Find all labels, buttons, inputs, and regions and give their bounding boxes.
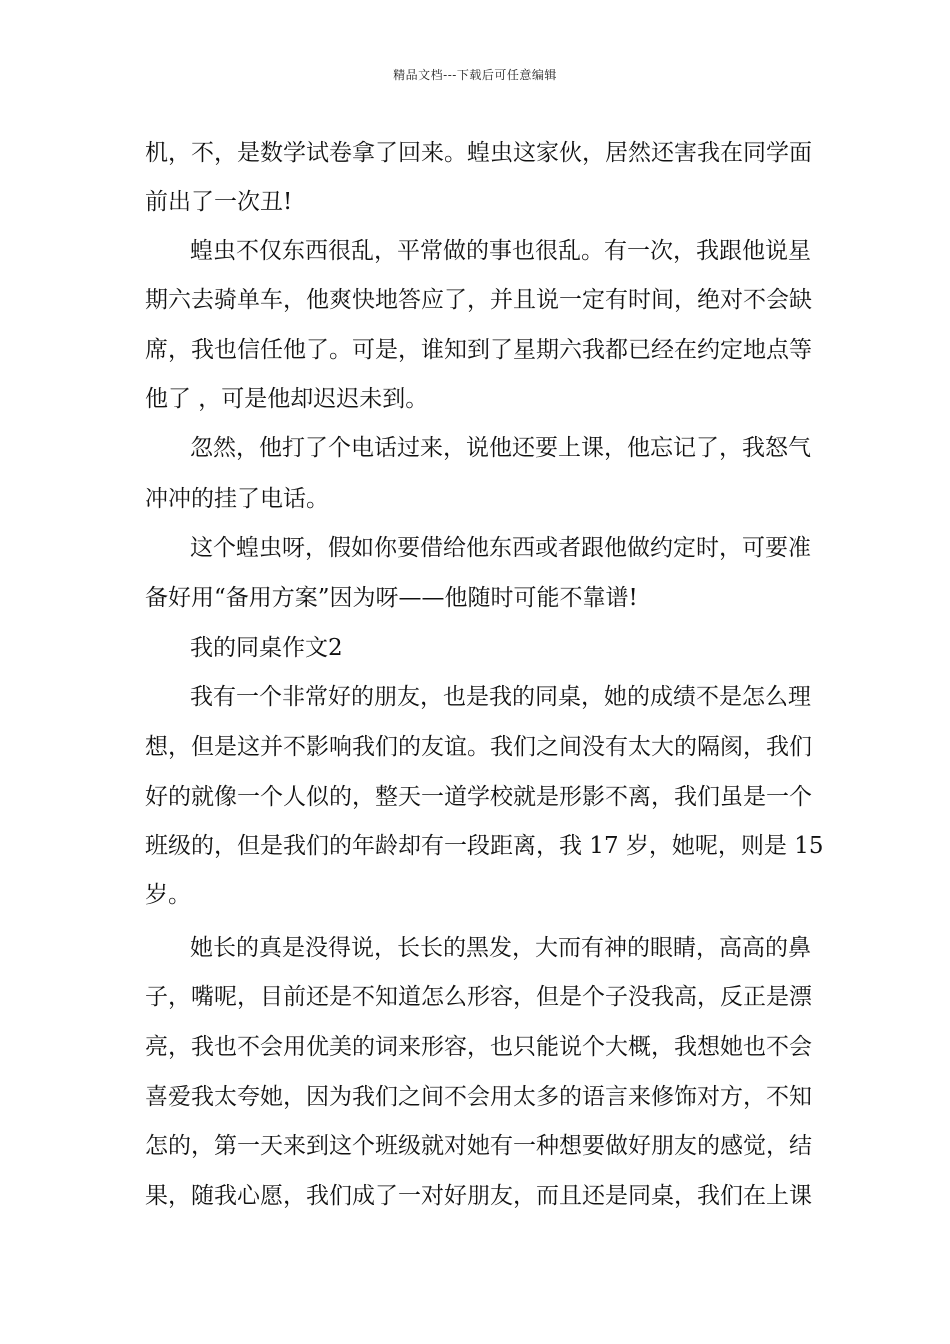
text-line: 子，嘴呢，目前还是不知道怎么形容，但是个子没我高，反正是漂	[145, 984, 812, 1010]
text-line: 冲冲的挂了电话。	[145, 486, 329, 512]
text-line: 我有一个非常好的朋友，也是我的同桌，她的成绩不是怎么理	[190, 684, 811, 710]
text-line: 席，我也信任他了。可是，谁知到了星期六我都已经在约定地点等	[145, 337, 812, 363]
text-line: 备好用“备用方案”因为呀——他随时可能不靠谱!	[145, 585, 638, 611]
text-line: 岁。	[145, 882, 191, 908]
text-line: 喜爱我太夸她，因为我们之间不会用太多的语言来修饰对方，不知	[145, 1084, 812, 1110]
text-line: 她长的真是没得说，长长的黑发，大而有神的眼睛，高高的鼻	[190, 935, 811, 961]
text-line: 想，但是这并不影响我们的友谊。我们之间没有太大的隔阂，我们	[145, 734, 812, 760]
text-line: 好的就像一个人似的，整天一道学校就是形影不离，我们虽是一个	[145, 784, 812, 810]
section-title: 我的同桌作文2	[190, 635, 343, 661]
page-header: 精品文档---下载后可任意编辑	[393, 68, 557, 82]
text-line: 这个蝗虫呀，假如你要借给他东西或者跟他做约定时，可要准	[190, 535, 811, 561]
text-line: 机，不，是数学试卷拿了回来。蝗虫这家伙，居然还害我在同学面	[145, 140, 812, 166]
text-line: 果，随我心愿，我们成了一对好朋友，而且还是同桌，我们在上课	[145, 1183, 812, 1209]
text-line: 蝗虫不仅东西很乱，平常做的事也很乱。有一次，我跟他说星	[190, 238, 811, 264]
text-line: 前出了一次丑!	[145, 189, 293, 215]
text-line: 怎的，第一天来到这个班级就对她有一种想要做好朋友的感觉，结	[145, 1133, 812, 1159]
text-line: 亮，我也不会用优美的词来形容，也只能说个大概，我想她也不会	[145, 1034, 812, 1060]
text-line: 班级的，但是我们的年龄却有一段距离，我 17 岁，她呢，则是 15	[145, 833, 824, 859]
text-line: 忽然，他打了个电话过来，说他还要上课，他忘记了，我怒气	[190, 435, 811, 461]
text-line: 他了 ，可是他却迟迟未到。	[145, 386, 429, 412]
text-line: 期六去骑单车，他爽快地答应了，并且说一定有时间，绝对不会缺	[145, 287, 812, 313]
